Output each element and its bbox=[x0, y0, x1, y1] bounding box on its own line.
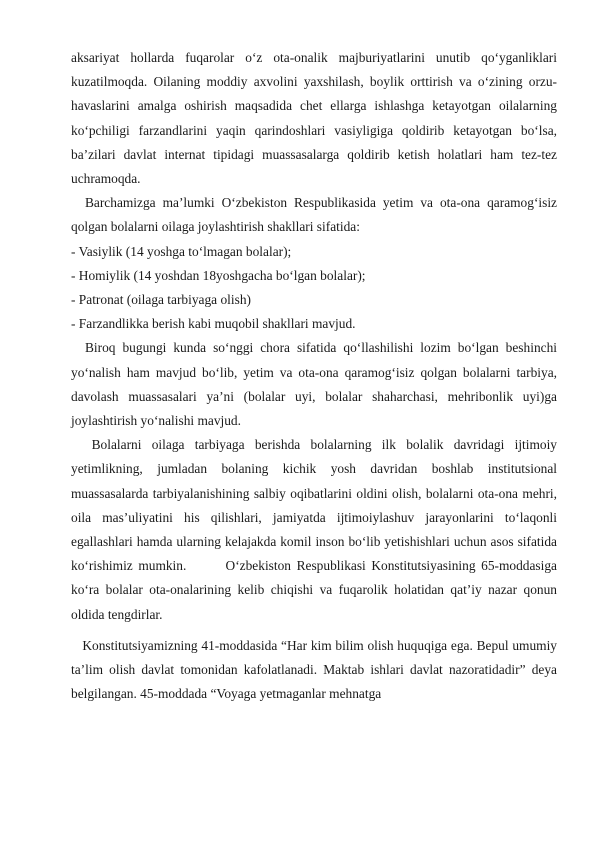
paragraph-3: Biroq bugungi kunda so‘nggi chora sifatida qo‘llashilishi lozim bo‘lgan beshinchi yo‘nalish ham mavjud bo‘lib, yetim va ota-ona qaramog‘isiz qolgan bolalarni tarbiya, davolash muassasalari ya’ni (bolalar uyi, bolalar shaharchasi, mehribonlik uyi)ga joylashtirish yo‘nalishi mavjud. bbox=[71, 340, 561, 429]
list-item-patronat: - Patronat (oilaga tarbiyaga olish) bbox=[71, 292, 251, 308]
document-page bbox=[71, 46, 561, 706]
paragraph-4: Bolalarni oilaga tarbiyaga berishda bolalarning ilk bolalik davridagi ijtimoiy yetimlikning, jumladan bolaning kichik yosh davridan boshlab institutsional muassasalarda tarbiyalanishining salbiy oqibatlarini oldini olish, bolalarni ota-ona mehri, oila mas’uliyatini his qilishlari, jamiyatda ijtimoiylashuv jarayonlarini to‘laqonli egallashlari hamda ularning kelajakda komil inson bo‘lib yetishishlari uchun asos sifatida ko‘rishimiz mumkin. O‘zbekiston Respublikasi Konstitutsiyasining 65-moddasiga ko‘ra bolalar ota-onalarining kelib chiqishi va fuqarolik holatidan qat’iy nazar qonun oldida tengdirlar. bbox=[71, 437, 561, 622]
paragraph-2: Barchamizga ma’lumki O‘zbekiston Respublikasida yetim va ota-ona qaramog‘isiz qolgan bolalarni oilaga joylashtirish shakllari sifatida: bbox=[71, 195, 561, 235]
paragraph-5: Konstitutsiyamizning 41-moddasida “Har kim bilim olish huquqiga ega. Bepul umumiy ta’lim olish davlat tomonidan kafolatlanadi. Maktab ishlari davlat nazoratidadir” deya belgilangan. 45-moddada “Voyaga yetmaganlar mehnatga bbox=[71, 637, 561, 702]
list-item-homiylik: - Homiylik (14 yoshdan 18yoshgacha bo‘lgan bolalar); bbox=[71, 267, 366, 283]
list-item-vasiylik: - Vasiylik (14 yoshga to‘lmagan bolalar); bbox=[71, 243, 292, 259]
list-item-farzandlikka: - Farzandlikka berish kabi muqobil shakllari mavjud. bbox=[71, 316, 356, 332]
paragraph-1: aksariyat hollarda fuqarolar o‘z ota-onalik majburiyatlarini unutib qo‘yganliklari kuzatilmoqda. Oilaning moddiy axvolini yaxshilash, boylik orttirish va o‘zining orzu-havaslarini amalga oshirish maqsadida chet ellarga ishlashga ketayotgan oilalarning ko‘pchiligi farzandlarini yaqin qarindoshlari vasiyligiga qoldirib ketayotgan bo‘lsa, ba’zilari davlat internat tipidagi muassasalarga qoldirib ketish holatlari ham tez-tez uchramoqda. bbox=[71, 50, 557, 187]
